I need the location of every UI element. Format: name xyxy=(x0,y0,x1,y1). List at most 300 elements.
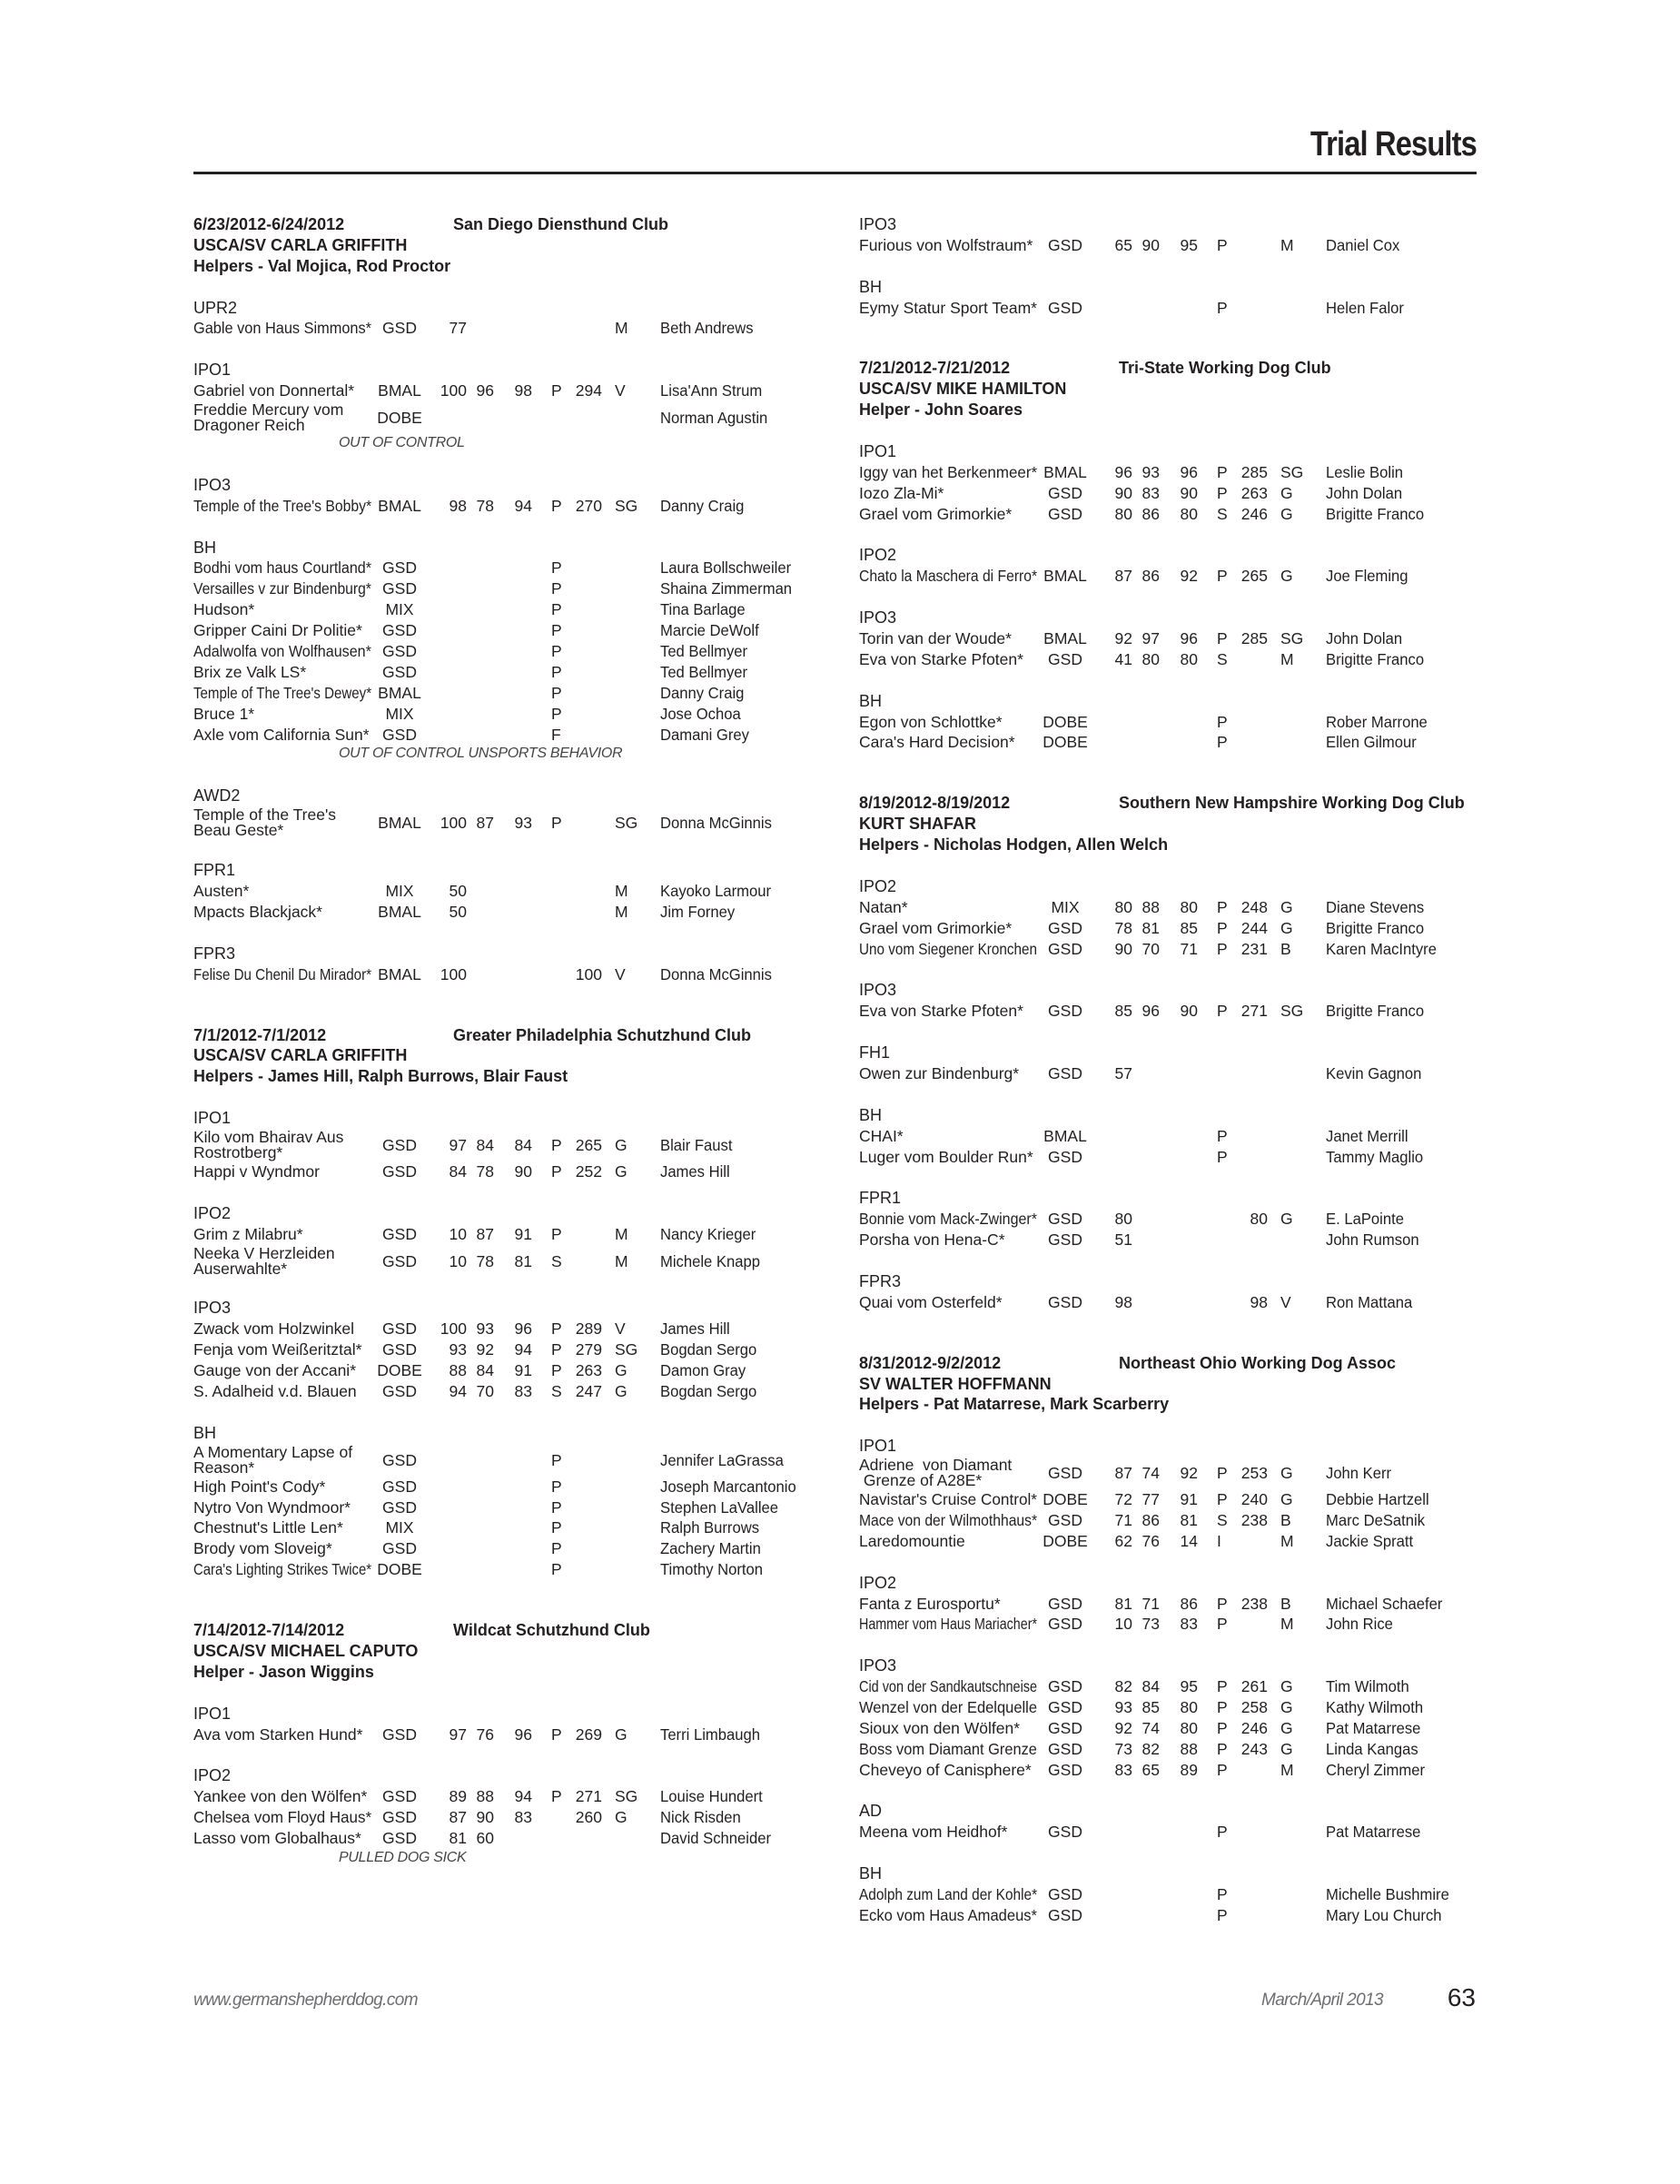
handler-name: Shaina Zimmerman xyxy=(660,579,793,598)
breed: DOBE xyxy=(377,1560,422,1579)
event-header xyxy=(193,1620,829,1641)
result-row xyxy=(193,1381,829,1402)
result: I xyxy=(1217,1531,1221,1550)
dog-name: Natan* xyxy=(859,897,908,916)
dog-name: Eva von Starke Pfoten* xyxy=(859,1002,1023,1021)
handler-name: Cheryl Zimmer xyxy=(1326,1760,1425,1779)
result-row xyxy=(193,1724,829,1745)
dog-name: Temple of the Tree's Beau Geste* xyxy=(193,805,337,840)
result-row xyxy=(859,1126,1495,1147)
breed: GSD xyxy=(382,1161,417,1181)
judge-name: USCA/SV CARLA GRIFFITH xyxy=(193,235,408,254)
dog-name: Cid von der Sandkautschneise xyxy=(859,1677,1038,1696)
dog-name: Axle vom California Sun* xyxy=(193,725,370,744)
handler-name: Brigitte Franco xyxy=(1326,649,1425,668)
dog-name: Zwack vom Holzwinkel xyxy=(193,1319,354,1339)
class-title: IPO3 xyxy=(859,608,897,628)
handler-name: Mary Lou Church xyxy=(1326,1905,1442,1924)
score-tracking: 90 xyxy=(1114,939,1132,958)
score-obedience: 71 xyxy=(1141,1594,1160,1613)
result: P xyxy=(551,1539,562,1558)
dog-name: High Point's Cody* xyxy=(193,1477,326,1496)
rating: G xyxy=(1280,1718,1293,1737)
handler-name: Ron Mattana xyxy=(1326,1292,1413,1311)
score-protection: 90 xyxy=(1180,483,1198,502)
result-row xyxy=(193,401,829,434)
rating: SG xyxy=(615,1340,638,1359)
dog-name: Versailles v zur Bindenburg* xyxy=(193,579,371,598)
result: P xyxy=(1217,1615,1228,1634)
rating: M xyxy=(1280,1615,1294,1634)
dog-name: Cheveyo of Canisphere* xyxy=(859,1760,1032,1779)
handler-name: Timothy Norton xyxy=(660,1560,764,1579)
class-group xyxy=(859,608,1495,670)
breed: MIX xyxy=(385,1518,414,1537)
dog-name: Kilo vom Bhairav Aus Rostrotberg* xyxy=(193,1127,344,1161)
result: P xyxy=(551,1560,562,1579)
score-obedience: 60 xyxy=(476,1829,494,1847)
breed: GSD xyxy=(1048,1885,1082,1904)
class-group xyxy=(193,1203,829,1278)
result: P xyxy=(551,558,562,578)
score-obedience: 92 xyxy=(476,1340,494,1359)
score-protection: 95 xyxy=(1180,235,1198,254)
breed: MIX xyxy=(385,600,414,619)
score-obedience: 76 xyxy=(1141,1531,1160,1550)
class-group xyxy=(859,1188,1495,1250)
handler-name: Brigitte Franco xyxy=(1326,918,1425,937)
dog-name: Hammer vom Haus Mariacher* xyxy=(859,1615,1038,1634)
class-group xyxy=(193,786,829,839)
score-tracking: 97 xyxy=(449,1135,467,1154)
class-group xyxy=(859,545,1495,587)
result: P xyxy=(1217,1126,1228,1145)
handler-name: Kayoko Larmour xyxy=(660,882,771,901)
score-protection: 92 xyxy=(1180,567,1198,586)
dog-name: Gripper Caini Dr Politie* xyxy=(193,621,362,640)
class-title: FPR3 xyxy=(859,1271,902,1290)
score-tracking: 10 xyxy=(449,1251,467,1270)
dog-name: CHAI* xyxy=(859,1126,904,1145)
breed: GSD xyxy=(1048,1739,1082,1758)
result-row xyxy=(193,1497,829,1518)
breed: GSD xyxy=(382,1450,417,1469)
score-obedience: 70 xyxy=(476,1381,494,1400)
total-score: 253 xyxy=(1240,1464,1268,1483)
result-row xyxy=(859,1063,1495,1084)
breed: BMAL xyxy=(378,964,421,983)
breed: GSD xyxy=(1048,504,1082,523)
event-dates: 7/21/2012-7/21/2012 xyxy=(859,359,1011,378)
breed: GSD xyxy=(1048,1063,1082,1082)
dog-name: Furious von Wolfstraum* xyxy=(859,235,1033,254)
class-title: BH xyxy=(193,538,217,557)
score-obedience: 90 xyxy=(476,1808,494,1827)
breed: DOBE xyxy=(377,1361,422,1380)
total-score: 260 xyxy=(575,1808,602,1827)
total-score: 98 xyxy=(1250,1292,1268,1311)
result-row xyxy=(859,298,1495,319)
result-row xyxy=(859,235,1495,256)
result: P xyxy=(551,621,562,640)
dog-name: Iozo Zla-Mi* xyxy=(859,483,944,502)
dog-name: Chestnut's Little Len* xyxy=(193,1518,343,1537)
total-score: 248 xyxy=(1240,897,1268,916)
score-tracking: 100 xyxy=(440,1319,467,1339)
footer-website: www.germanshepherddog.com xyxy=(193,1991,418,2010)
score-tracking: 97 xyxy=(449,1724,467,1744)
result-row xyxy=(859,1001,1495,1022)
handler-name: Joe Fleming xyxy=(1326,567,1408,586)
handler-name: E. LaPointe xyxy=(1326,1210,1404,1229)
result-row xyxy=(859,1510,1495,1531)
helpers: Helpers - Val Mojica, Rod Proctor xyxy=(193,256,451,275)
score-protection: 89 xyxy=(1180,1760,1198,1779)
handler-name: Donna McGinnis xyxy=(660,964,772,983)
class-group xyxy=(859,1271,1495,1313)
handler-name: Pat Matarrese xyxy=(1326,1718,1421,1737)
judge-name: USCA/SV MICHAEL CAPUTO xyxy=(193,1641,419,1660)
class-group xyxy=(193,1298,829,1401)
result: F xyxy=(551,725,561,744)
page-number: 63 xyxy=(1447,1983,1476,2011)
score-protection: 90 xyxy=(1180,1002,1198,1021)
result-row xyxy=(193,1559,829,1580)
total-score: 271 xyxy=(1240,1002,1268,1021)
result-row xyxy=(193,683,829,704)
rating: M xyxy=(615,882,628,901)
rating: G xyxy=(615,1361,628,1380)
result: S xyxy=(1217,649,1228,668)
rating: G xyxy=(615,1381,628,1400)
handler-name: Helen Falor xyxy=(1326,298,1404,317)
result: P xyxy=(551,1161,562,1181)
breed: MIX xyxy=(385,882,414,901)
score-obedience: 82 xyxy=(1141,1739,1160,1758)
result-row xyxy=(193,1828,829,1849)
class-title: IPO2 xyxy=(859,876,897,895)
result: P xyxy=(1217,939,1228,958)
result: P xyxy=(551,1319,562,1339)
result-row xyxy=(193,902,829,923)
result-row xyxy=(193,1477,829,1497)
result-row xyxy=(859,1230,1495,1250)
score-tracking: 98 xyxy=(1114,1292,1132,1311)
score-tracking: 72 xyxy=(1114,1490,1132,1509)
score-protection: 94 xyxy=(514,1340,532,1359)
dog-name: S. Adalheid v.d. Blauen xyxy=(193,1381,357,1400)
result-row xyxy=(859,712,1495,733)
class-title: BH xyxy=(859,277,883,296)
score-obedience: 70 xyxy=(1141,939,1160,958)
rating: G xyxy=(1280,1698,1293,1716)
result-row xyxy=(859,897,1495,918)
dog-name: Gauge von der Accani* xyxy=(193,1361,357,1380)
total-score: 294 xyxy=(575,381,602,400)
score-protection: 83 xyxy=(1180,1615,1198,1634)
result: P xyxy=(551,1361,562,1380)
result-row xyxy=(193,1786,829,1807)
total-score: 269 xyxy=(575,1724,602,1744)
result-row xyxy=(859,1594,1495,1615)
breed: GSD xyxy=(382,1224,417,1243)
breed: GSD xyxy=(382,1787,417,1806)
score-protection: 14 xyxy=(1180,1531,1198,1550)
score-tracking: 50 xyxy=(449,902,467,921)
dog-name: Meena vom Heidhof* xyxy=(859,1823,1008,1842)
rating: G xyxy=(615,1161,628,1181)
dog-name: Bruce 1* xyxy=(193,704,255,723)
breed: GSD xyxy=(382,662,417,681)
breed: MIX xyxy=(1051,897,1080,916)
result-row xyxy=(193,662,829,683)
rating: G xyxy=(1280,1677,1293,1696)
score-protection: 71 xyxy=(1180,939,1198,958)
handler-name: Beth Andrews xyxy=(660,319,754,338)
total-score: 246 xyxy=(1240,504,1268,523)
score-protection: 80 xyxy=(1180,504,1198,523)
score-tracking: 93 xyxy=(449,1340,467,1359)
result: P xyxy=(1217,1002,1228,1021)
rating: SG xyxy=(1280,1002,1304,1021)
score-tracking: 73 xyxy=(1114,1739,1132,1758)
result: P xyxy=(551,496,562,515)
handler-name: Nick Risden xyxy=(660,1808,741,1827)
result-row xyxy=(859,1614,1495,1635)
dog-name: Freddie Mercury vom Dragoner Reich xyxy=(193,400,344,435)
result-row xyxy=(859,649,1495,670)
score-tracking: 10 xyxy=(449,1224,467,1243)
score-obedience: 77 xyxy=(1141,1490,1160,1509)
result-row xyxy=(859,1292,1495,1313)
score-protection: 80 xyxy=(1180,897,1198,916)
rating: G xyxy=(615,1135,628,1154)
score-obedience: 73 xyxy=(1141,1615,1160,1634)
club-name: San Diego Diensthund Club xyxy=(453,215,668,233)
score-obedience: 84 xyxy=(476,1135,494,1154)
total-score: 263 xyxy=(1240,483,1268,502)
handler-name: John Dolan xyxy=(1326,483,1403,502)
result: P xyxy=(551,1497,562,1517)
result-row xyxy=(859,1884,1495,1905)
total-score: 252 xyxy=(575,1161,602,1181)
breed: GSD xyxy=(1048,918,1082,937)
result: P xyxy=(551,662,562,681)
breed: GSD xyxy=(1048,483,1082,502)
result-row xyxy=(193,641,829,662)
total-score: 289 xyxy=(575,1319,602,1339)
class-title: IPO3 xyxy=(193,475,232,494)
club-name: Tri-State Working Dog Club xyxy=(1119,359,1331,378)
dog-name: Adalwolfa von Wolfhausen* xyxy=(193,642,371,661)
total-score: 80 xyxy=(1250,1210,1268,1229)
handler-name: Marcie DeWolf xyxy=(660,621,759,640)
event-header xyxy=(193,1025,829,1046)
result: P xyxy=(551,1477,562,1496)
result-row xyxy=(859,1209,1495,1230)
result-row xyxy=(859,628,1495,649)
dog-name: Fanta z Eurosportu* xyxy=(859,1594,1001,1613)
score-obedience: 85 xyxy=(1141,1698,1160,1716)
result: P xyxy=(551,600,562,619)
score-obedience: 76 xyxy=(476,1724,494,1744)
class-group xyxy=(859,1655,1495,1780)
score-tracking: 92 xyxy=(1114,629,1132,648)
breed: GSD xyxy=(1048,1147,1082,1166)
breed: GSD xyxy=(1048,1905,1082,1924)
handler-name: Michele Knapp xyxy=(660,1251,760,1270)
right-column xyxy=(859,214,1495,1926)
handler-name: Stephen LaVallee xyxy=(660,1497,779,1517)
rating: SG xyxy=(615,1787,638,1806)
helpers: Helpers - James Hill, Ralph Burrows, Blair Faust xyxy=(193,1067,568,1086)
dog-name: Chelsea vom Floyd Haus* xyxy=(193,1808,372,1827)
handler-name: Ellen Gilmour xyxy=(1326,733,1417,752)
rating: M xyxy=(1280,649,1294,668)
total-score: 231 xyxy=(1240,939,1268,958)
result: P xyxy=(1217,733,1228,752)
helpers: Helper - Jason Wiggins xyxy=(193,1662,374,1681)
result: P xyxy=(1217,1490,1228,1509)
handler-name: Brigitte Franco xyxy=(1326,1002,1425,1021)
club-name: Southern New Hampshire Working Dog Club xyxy=(1119,794,1465,813)
result: P xyxy=(551,579,562,598)
score-tracking: 81 xyxy=(1114,1594,1132,1613)
class-title: IPO3 xyxy=(859,981,897,1000)
result-row xyxy=(193,578,829,599)
handler-name: James Hill xyxy=(660,1319,730,1339)
result: S xyxy=(1217,504,1228,523)
score-tracking: 87 xyxy=(1114,1464,1132,1483)
dog-name: Hudson* xyxy=(193,600,255,619)
result: P xyxy=(551,814,562,833)
score-tracking: 85 xyxy=(1114,1002,1132,1021)
breed: GSD xyxy=(382,725,417,744)
breed: GSD xyxy=(382,579,417,598)
rating: V xyxy=(615,964,626,983)
score-tracking: 57 xyxy=(1114,1063,1132,1082)
handler-name: Lisa'Ann Strum xyxy=(660,381,763,400)
score-obedience: 86 xyxy=(1141,567,1160,586)
score-protection: 83 xyxy=(514,1381,532,1400)
class-title: IPO2 xyxy=(859,1573,897,1592)
event-dates: 6/23/2012-6/24/2012 xyxy=(193,215,345,233)
event-header xyxy=(859,1353,1495,1374)
breed: GSD xyxy=(382,1340,417,1359)
class-title: IPO1 xyxy=(193,1704,232,1723)
total-score: 279 xyxy=(575,1340,602,1359)
score-obedience: 86 xyxy=(1141,1510,1160,1529)
rating: G xyxy=(1280,483,1293,502)
event-header xyxy=(193,214,829,235)
result-row xyxy=(859,1457,1495,1489)
result: P xyxy=(1217,629,1228,648)
result: P xyxy=(1217,1594,1228,1613)
handler-name: Damon Gray xyxy=(660,1361,746,1380)
result-row xyxy=(859,1697,1495,1718)
score-tracking: 100 xyxy=(440,814,467,833)
handler-name: Nancy Krieger xyxy=(660,1224,756,1243)
total-score: 238 xyxy=(1240,1510,1268,1529)
result-row xyxy=(193,1161,829,1182)
result-row xyxy=(859,483,1495,504)
class-title: AD xyxy=(859,1802,883,1821)
score-tracking: 83 xyxy=(1114,1760,1132,1779)
event-header xyxy=(859,358,1495,379)
trial-event xyxy=(193,1025,829,1581)
dog-name: Austen* xyxy=(193,882,250,901)
rating: SG xyxy=(1280,629,1304,648)
class-title: IPO1 xyxy=(193,361,232,380)
score-protection: 91 xyxy=(1180,1490,1198,1509)
class-title: BH xyxy=(859,691,883,710)
dog-name: Nytro Von Wyndmoor* xyxy=(193,1497,351,1517)
class-group xyxy=(193,538,829,766)
handler-name: John Rice xyxy=(1326,1615,1393,1634)
class-group xyxy=(193,860,829,923)
handler-name: Laura Bollschweiler xyxy=(660,558,792,578)
result: P xyxy=(1217,897,1228,916)
handler-name: Norman Agustin xyxy=(660,409,768,428)
trial-event xyxy=(193,214,829,985)
total-score: 244 xyxy=(1240,918,1268,937)
class-title: IPO2 xyxy=(859,546,897,565)
class-group xyxy=(193,360,829,454)
score-tracking: 96 xyxy=(1114,462,1132,481)
breed: GSD xyxy=(382,1251,417,1270)
result: P xyxy=(1217,712,1228,731)
handler-name: James Hill xyxy=(660,1161,730,1181)
score-protection: 94 xyxy=(514,1787,532,1806)
dog-name: Torin van der Woude* xyxy=(859,629,1012,648)
score-protection: 96 xyxy=(514,1319,532,1339)
breed: GSD xyxy=(1048,1760,1082,1779)
total-score: 285 xyxy=(1240,629,1268,648)
result-row xyxy=(193,380,829,401)
handler-name: Bogdan Sergo xyxy=(660,1381,757,1400)
dog-name: Bonnie vom Mack-Zwinger* xyxy=(859,1210,1037,1229)
score-tracking: 65 xyxy=(1114,235,1132,254)
score-tracking: 50 xyxy=(449,882,467,901)
total-score: 263 xyxy=(575,1361,602,1380)
judge-name: KURT SHAFAR xyxy=(859,815,976,834)
handler-name: Michael Schaefer xyxy=(1326,1594,1443,1613)
result: P xyxy=(1217,1905,1228,1924)
result: P xyxy=(1217,567,1228,586)
dog-name: Felise Du Chenil Du Mirador* xyxy=(193,964,372,983)
dog-name: Fenja vom Weißeritztal* xyxy=(193,1340,362,1359)
score-obedience: 65 xyxy=(1141,1760,1160,1779)
total-score: 270 xyxy=(575,496,602,515)
class-group xyxy=(193,1765,829,1869)
score-protection: 88 xyxy=(1180,1739,1198,1758)
rating: M xyxy=(1280,235,1294,254)
result-row xyxy=(193,1319,829,1339)
rating: G xyxy=(615,1808,628,1827)
score-protection: 95 xyxy=(1180,1677,1198,1696)
handler-name: Ted Bellmyer xyxy=(660,662,748,681)
breed: BMAL xyxy=(378,381,421,400)
result-row xyxy=(859,1531,1495,1552)
score-tracking: 90 xyxy=(1114,483,1132,502)
score-obedience: 93 xyxy=(476,1319,494,1339)
score-tracking: 81 xyxy=(449,1829,467,1847)
breed: GSD xyxy=(382,1381,417,1400)
result-row xyxy=(859,462,1495,483)
result-row xyxy=(193,496,829,517)
handler-name: Zachery Martin xyxy=(660,1539,761,1558)
helpers: Helpers - Nicholas Hodgen, Allen Welch xyxy=(859,835,1169,855)
